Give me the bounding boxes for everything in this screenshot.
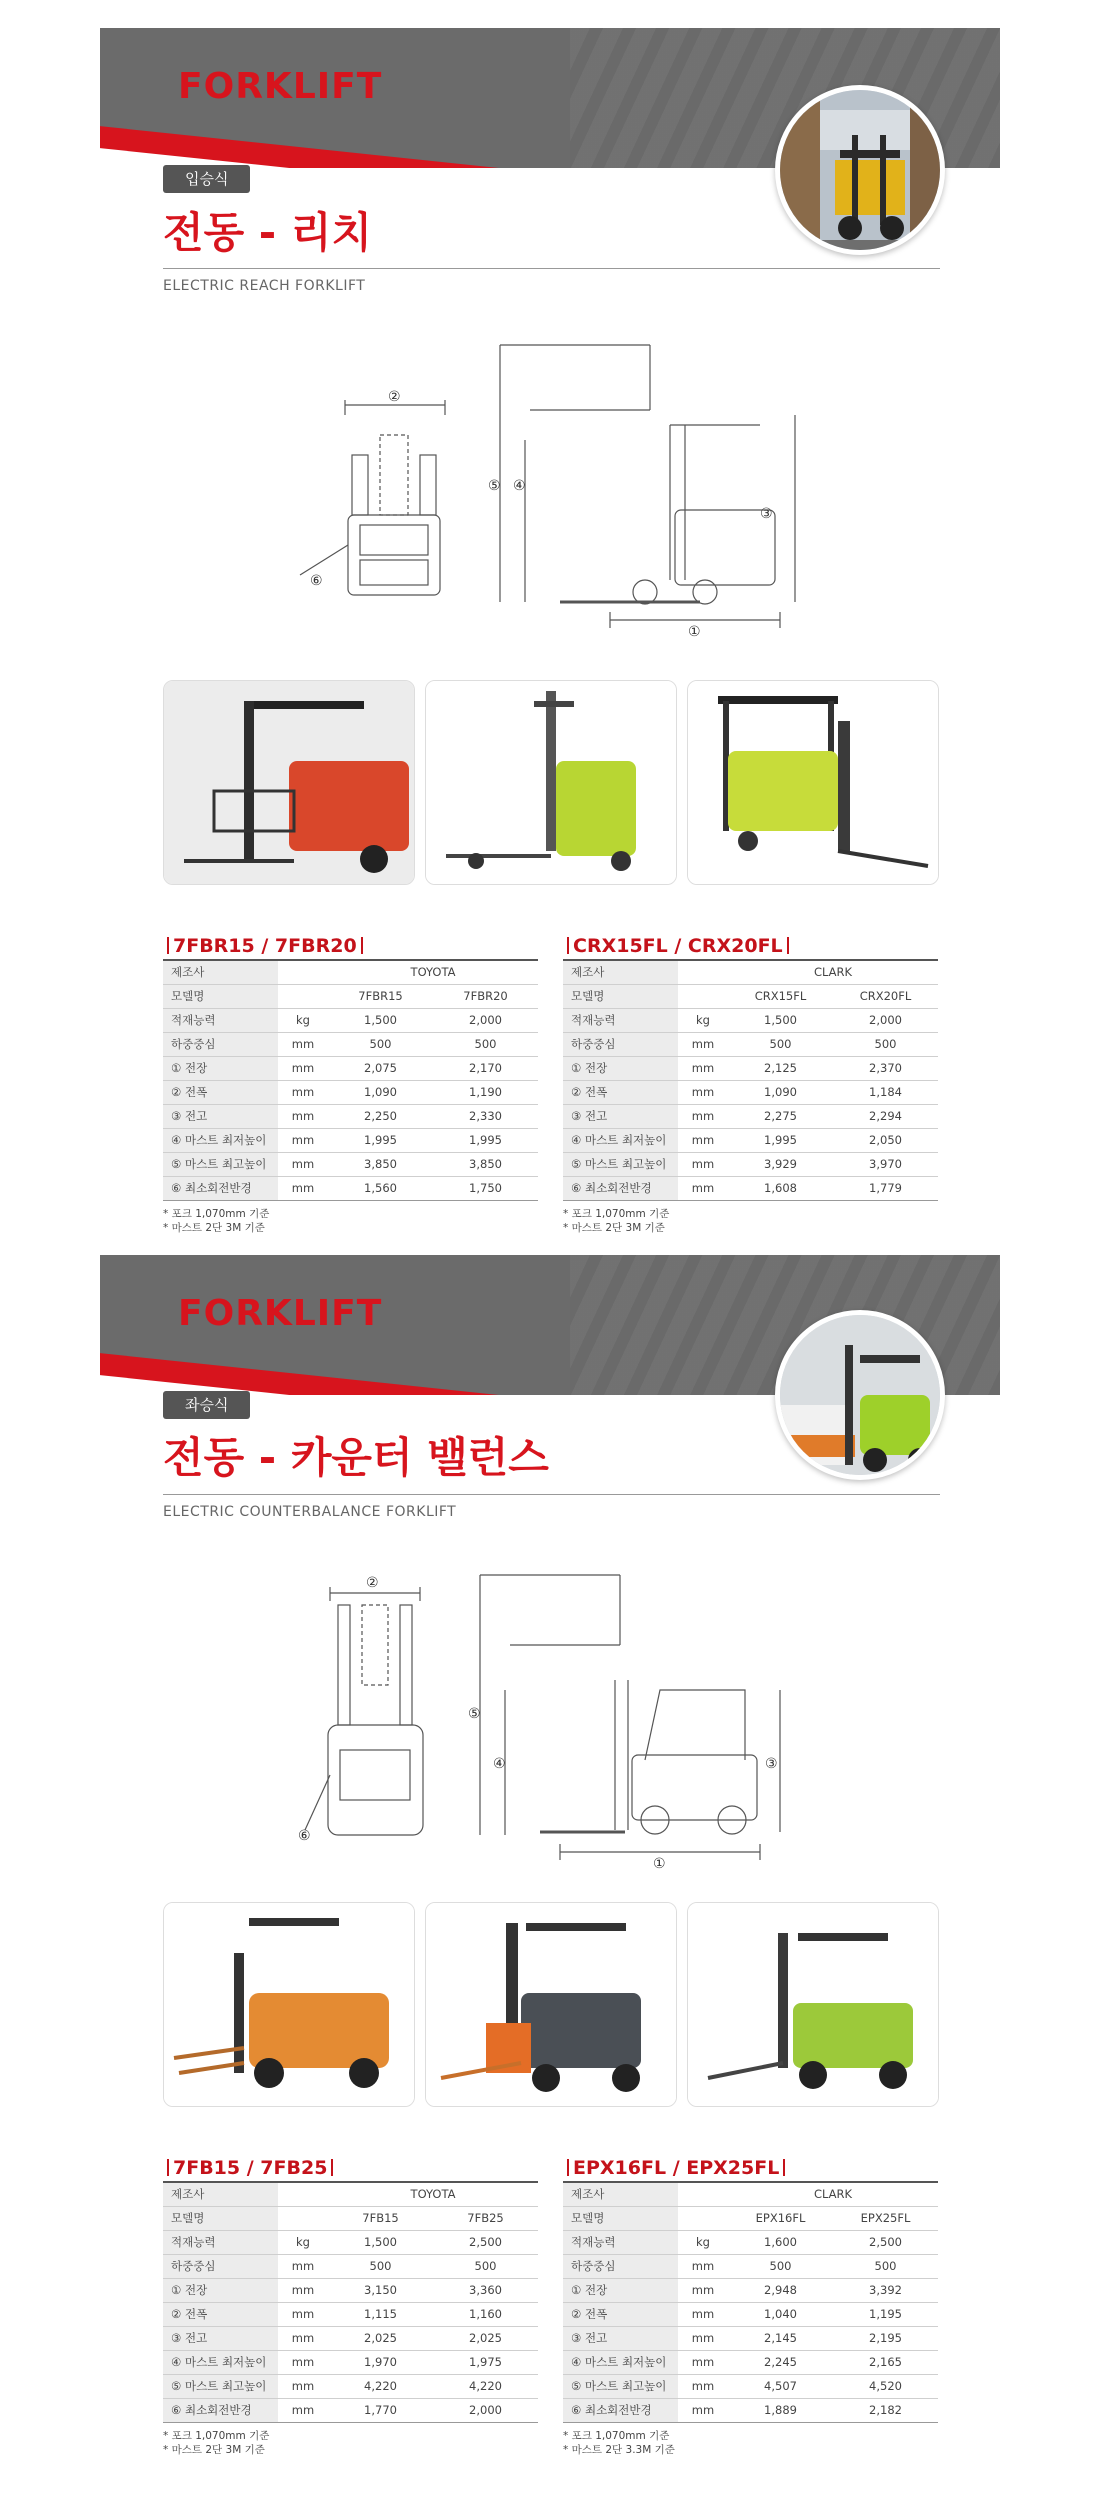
table-row: 적재능력 kg 1,500 2,000 (163, 1008, 538, 1032)
diagram-label-6: ⑥ (298, 1828, 311, 1844)
diagram-label-3: ③ (760, 506, 773, 522)
seat-type-badge: 입승식 (163, 165, 250, 193)
table-row: ② 전폭 mm 1,090 1,184 (563, 1080, 938, 1104)
diagram-label-6: ⑥ (310, 573, 323, 589)
table-row: 적재능력 kg 1,500 2,500 (163, 2230, 538, 2254)
table-row: ① 전장 mm 3,150 3,360 (163, 2278, 538, 2302)
table-row: ③ 전고 mm 2,025 2,025 (163, 2326, 538, 2350)
table-row: ① 전장 mm 2,075 2,170 (163, 1056, 538, 1080)
table-row: 적재능력 kg 1,600 2,500 (563, 2230, 938, 2254)
spec-notes: * 포크 1,070mm 기준 * 마스트 2단 3.3M 기준 (563, 2429, 675, 2456)
reach-forklift-photo (775, 85, 945, 255)
table-row: ① 전장 mm 2,125 2,370 (563, 1056, 938, 1080)
spec-model-title: CRX15FL / CRX20FL (573, 935, 783, 957)
table-row: ⑤ 마스트 최고높이 mm 4,507 4,520 (563, 2374, 938, 2398)
spec-notes: * 포크 1,070mm 기준 * 마스트 2단 3M 기준 (163, 1207, 270, 1234)
diagram-label-5: ⑤ (488, 478, 501, 494)
diagram-label-1: ① (688, 624, 701, 640)
title-divider (163, 1494, 940, 1495)
reach-side-view-diagram (470, 340, 810, 640)
table-row: 하중중심 mm 500 500 (163, 2254, 538, 2278)
table-row: ③ 전고 mm 2,275 2,294 (563, 1104, 938, 1128)
product-photo-7fb-2 (425, 1902, 677, 2107)
spec-notes: * 포크 1,070mm 기준 * 마스트 2단 3M 기준 (163, 2429, 270, 2456)
table-row: ⑥ 최소회전반경 mm 1,770 2,000 (163, 2398, 538, 2422)
spec-table-epx (563, 2155, 938, 2457)
banner-word: FORKLIFT (178, 1293, 383, 1334)
table-row: ⑥ 최소회전반경 mm 1,889 2,182 (563, 2398, 938, 2422)
table-row: ② 전폭 mm 1,115 1,160 (163, 2302, 538, 2326)
page-title: 전동 - 카운터 밸런스 (163, 1433, 549, 1482)
table-row: 모델명 CRX15FL CRX20FL (563, 984, 938, 1008)
counterbalance-side-view-diagram (460, 1570, 800, 1870)
product-photo-7fbr (163, 680, 415, 885)
table-row: ⑥ 최소회전반경 mm 1,608 1,779 (563, 1176, 938, 1200)
table-row: 적재능력 kg 1,500 2,000 (563, 1008, 938, 1032)
table-row: 하중중심 mm 500 500 (563, 2254, 938, 2278)
spec-notes: * 포크 1,070mm 기준 * 마스트 2단 3M 기준 (563, 1207, 670, 1234)
diagram-label-2: ② (366, 1575, 379, 1591)
table-row: 모델명 7FB15 7FB25 (163, 2206, 538, 2230)
table-row: ⑤ 마스트 최고높이 mm 3,929 3,970 (563, 1152, 938, 1176)
table-row: 모델명 EPX16FL EPX25FL (563, 2206, 938, 2230)
table-row: ⑤ 마스트 최고높이 mm 3,850 3,850 (163, 1152, 538, 1176)
spec-model-title: EPX16FL / EPX25FL (573, 2157, 780, 2179)
table-row: ⑤ 마스트 최고높이 mm 4,220 4,220 (163, 2374, 538, 2398)
table-row: 모델명 7FBR15 7FBR20 (163, 984, 538, 1008)
diagram-label-3: ③ (765, 1756, 778, 1772)
diagram-label-4: ④ (493, 1756, 506, 1772)
banner-word: FORKLIFT (178, 66, 383, 107)
table-row: ④ 마스트 최저높이 mm 1,995 1,995 (163, 1128, 538, 1152)
page-subtitle: ELECTRIC COUNTERBALANCE FORKLIFT (163, 1504, 457, 1520)
table-row: ④ 마스트 최저높이 mm 2,245 2,165 (563, 2350, 938, 2374)
spec-table-7fb (163, 2155, 538, 2457)
product-photo-epx (687, 1902, 939, 2107)
table-row: ① 전장 mm 2,948 3,392 (563, 2278, 938, 2302)
table-row: 하중중심 mm 500 500 (563, 1032, 938, 1056)
table-row: 제조사 TOYOTA (163, 2182, 538, 2206)
table-row: ② 전폭 mm 1,090 1,190 (163, 1080, 538, 1104)
table-row: ④ 마스트 최저높이 mm 1,970 1,975 (163, 2350, 538, 2374)
product-photo-crx-2 (687, 680, 939, 885)
spec-table-crx (563, 933, 938, 1235)
seat-type-badge: 좌승식 (163, 1391, 250, 1419)
table-row: 제조사 TOYOTA (163, 960, 538, 984)
spec-model-title: 7FB15 / 7FB25 (173, 2157, 328, 2179)
table-row: ③ 전고 mm 2,250 2,330 (163, 1104, 538, 1128)
product-photo-7fb-1 (163, 1902, 415, 2107)
table-row: 하중중심 mm 500 500 (163, 1032, 538, 1056)
diagram-label-4: ④ (513, 478, 526, 494)
spec-table-7fbr (163, 933, 538, 1235)
page-subtitle: ELECTRIC REACH FORKLIFT (163, 278, 366, 294)
spec-model-title: 7FBR15 / 7FBR20 (173, 935, 357, 957)
table-row: ③ 전고 mm 2,145 2,195 (563, 2326, 938, 2350)
page-title: 전동 - 리치 (163, 208, 372, 257)
reach-top-view-diagram (280, 385, 460, 615)
table-row: 제조사 CLARK (563, 2182, 938, 2206)
table-row: ② 전폭 mm 1,040 1,195 (563, 2302, 938, 2326)
table-row: ⑥ 최소회전반경 mm 1,560 1,750 (163, 1176, 538, 1200)
title-divider (163, 268, 940, 269)
diagram-label-5: ⑤ (468, 1706, 481, 1722)
table-row: ④ 마스트 최저높이 mm 1,995 2,050 (563, 1128, 938, 1152)
counterbalance-forklift-photo (775, 1310, 945, 1480)
counterbalance-top-view-diagram (290, 1575, 460, 1850)
diagram-label-1: ① (653, 1856, 666, 1870)
diagram-label-2: ② (388, 389, 401, 405)
table-row: 제조사 CLARK (563, 960, 938, 984)
product-photo-crx-1 (425, 680, 677, 885)
